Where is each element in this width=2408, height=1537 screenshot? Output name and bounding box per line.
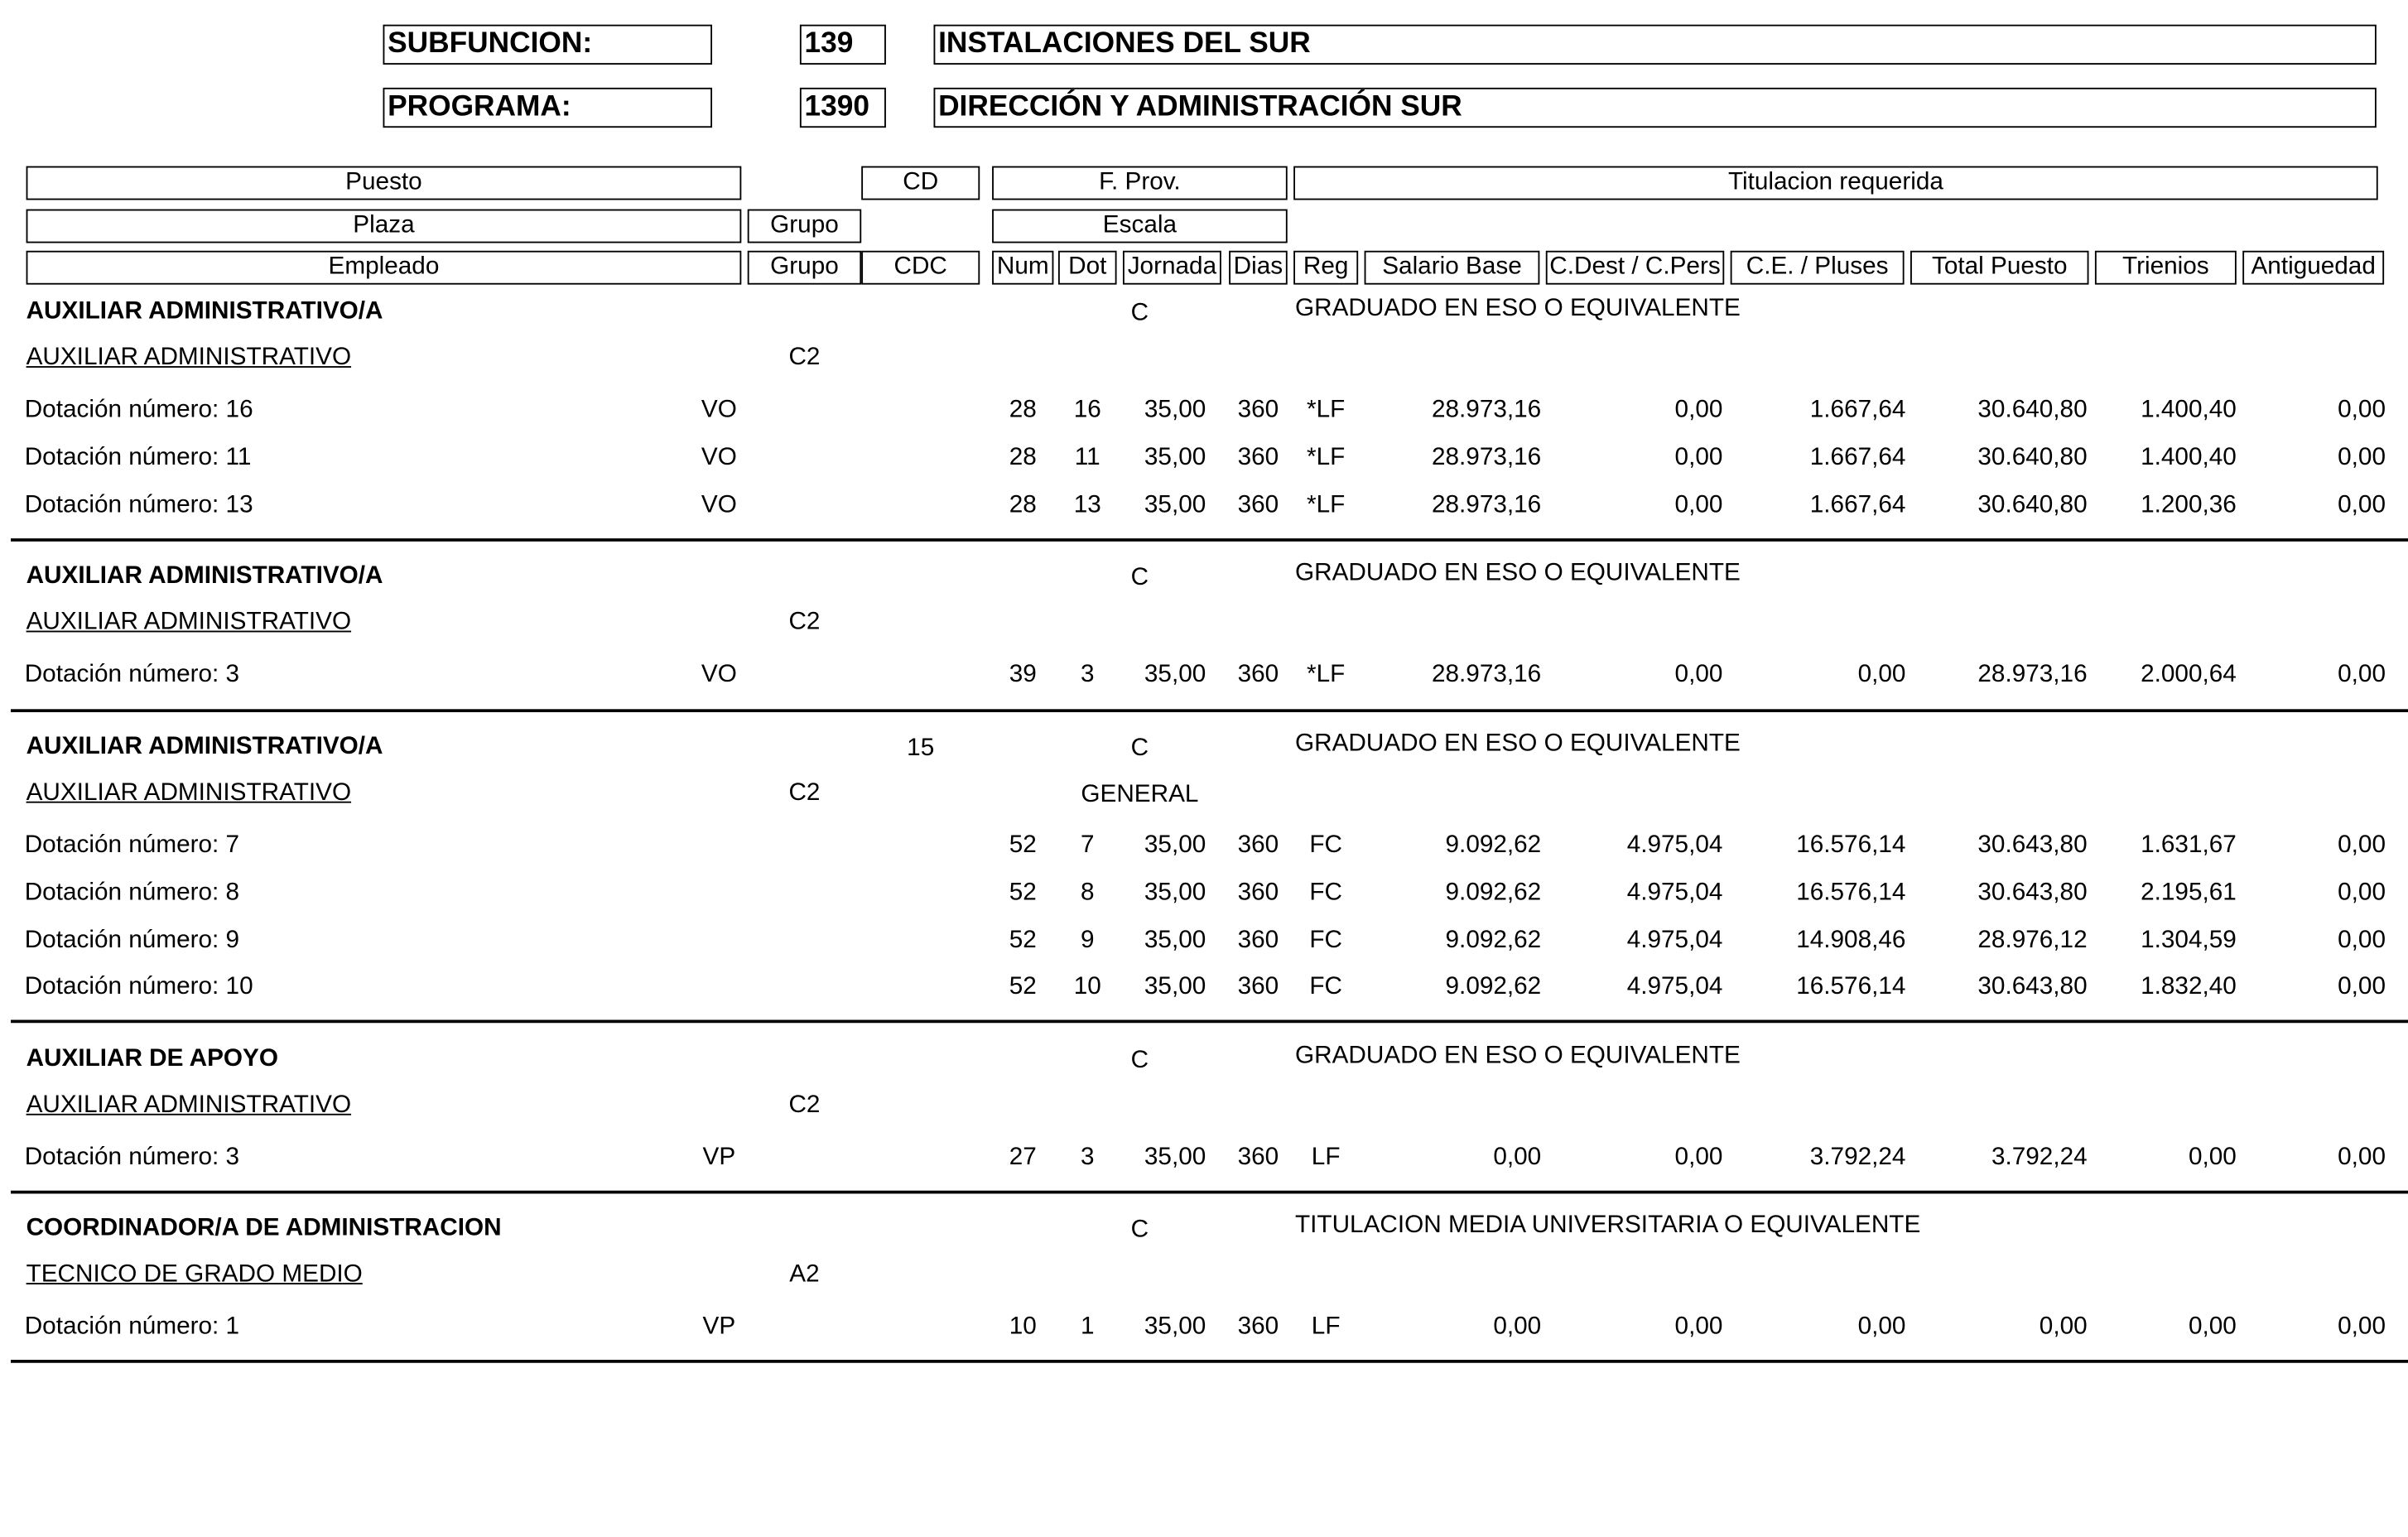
col-salario-base: Salario Base <box>1365 251 1540 285</box>
col-jornada: Jornada <box>1123 251 1221 285</box>
dotacion-dias: 360 <box>1237 831 1279 859</box>
dotacion-tipo: VO <box>701 444 737 471</box>
dotacion-num: 28 <box>1009 397 1037 423</box>
dotacion-cdest: 0,00 <box>1674 1313 1723 1340</box>
dotacion-dot: 10 <box>1073 973 1101 1000</box>
dotacion-reg: FC <box>1309 928 1342 954</box>
section-divider <box>11 1020 2408 1024</box>
dotacion-ce: 16.576,14 <box>1796 831 1906 859</box>
dotacion-antiguedad: 0,00 <box>2338 397 2386 423</box>
dotacion-jornada: 35,00 <box>1144 1313 1206 1340</box>
dotacion-ce: 0,00 <box>1857 1313 1906 1340</box>
dotacion-antiguedad: 0,00 <box>2338 879 2386 907</box>
col-grupo-plaza: Grupo <box>748 210 861 243</box>
dotacion-trienios: 2.195,61 <box>2141 879 2237 907</box>
col-titulacion: Titulacion requerida <box>1293 166 2378 200</box>
dotacion-antiguedad: 0,00 <box>2338 444 2386 471</box>
dotacion-total: 30.643,80 <box>1977 973 2088 1000</box>
dotacion-salario: 28.973,16 <box>1431 492 1542 518</box>
dotacion-trienios: 0,00 <box>2188 1144 2237 1171</box>
plaza-name: AUXILIAR ADMINISTRATIVO <box>26 779 352 807</box>
dotacion-reg: *LF <box>1307 492 1346 518</box>
dotacion-antiguedad: 0,00 <box>2338 661 2386 688</box>
dotacion-dias: 360 <box>1237 492 1279 518</box>
col-grupo: Grupo <box>748 251 861 285</box>
dotacion-salario: 28.973,16 <box>1431 661 1542 688</box>
dotacion-num: 39 <box>1009 661 1037 688</box>
dotacion-dot: 1 <box>1080 1313 1095 1340</box>
col-ce-pluses: C.E. / Pluses <box>1731 251 1905 285</box>
dotacion-dias: 360 <box>1237 444 1279 471</box>
plaza-grupo: C2 <box>788 344 821 371</box>
dotacion-tipo: VO <box>701 492 737 518</box>
dotacion-cdest: 4.975,04 <box>1626 879 1723 907</box>
dotacion-cdest: 4.975,04 <box>1626 973 1723 1000</box>
dotacion-salario: 0,00 <box>1493 1313 1542 1340</box>
dotacion-ce: 1.667,64 <box>1809 492 1906 518</box>
dotacion-total: 28.976,12 <box>1977 928 2088 954</box>
puesto-title: AUXILIAR DE APOYO <box>26 1046 278 1072</box>
dotacion-tipo: VO <box>701 397 737 423</box>
dotacion-reg: *LF <box>1307 444 1346 471</box>
col-cdest: C.Dest / C.Pers <box>1546 251 1724 285</box>
titulacion-requerida: GRADUADO EN ESO O EQUIVALENTE <box>1295 560 1741 586</box>
dotacion-total: 30.640,80 <box>1977 444 2088 471</box>
dotacion-cdest: 0,00 <box>1674 444 1723 471</box>
dotacion-ce: 16.576,14 <box>1796 973 1906 1000</box>
dotacion-dias: 360 <box>1237 973 1279 1000</box>
dotacion-empleado: Dotación número: 10 <box>24 973 253 1000</box>
dotacion-dot: 9 <box>1080 928 1095 954</box>
dotacion-trienios: 2.000,64 <box>2141 661 2237 688</box>
dotacion-jornada: 35,00 <box>1144 444 1206 471</box>
col-dot: Dot <box>1058 251 1117 285</box>
dotacion-salario: 9.092,62 <box>1445 928 1542 954</box>
dotacion-cdest: 4.975,04 <box>1626 928 1723 954</box>
subfuncion-name: INSTALACIONES DEL SUR <box>934 25 2377 65</box>
dotacion-reg: *LF <box>1307 661 1346 688</box>
dotacion-trienios: 0,00 <box>2188 1313 2237 1340</box>
dotacion-antiguedad: 0,00 <box>2338 831 2386 859</box>
plaza-grupo: C2 <box>788 779 821 807</box>
dotacion-antiguedad: 0,00 <box>2338 492 2386 518</box>
subfuncion-label: SUBFUNCION: <box>383 25 713 65</box>
subfuncion-code: 139 <box>800 25 886 65</box>
dotacion-tipo: VP <box>702 1313 736 1340</box>
dotacion-total: 30.640,80 <box>1977 492 2088 518</box>
dotacion-reg: FC <box>1309 973 1342 1000</box>
dotacion-reg: *LF <box>1307 397 1346 423</box>
dotacion-dias: 360 <box>1237 879 1279 907</box>
dotacion-total: 28.973,16 <box>1977 661 2088 688</box>
dotacion-empleado: Dotación número: 16 <box>24 397 253 423</box>
puesto-cd: 15 <box>907 735 935 762</box>
dotacion-dot: 13 <box>1073 492 1101 518</box>
dotacion-num: 52 <box>1009 831 1037 859</box>
col-antiguedad: Antiguedad <box>2242 251 2384 285</box>
col-num: Num <box>992 251 1053 285</box>
col-plaza: Plaza <box>26 210 742 243</box>
dotacion-reg: FC <box>1309 879 1342 907</box>
dotacion-cdest: 0,00 <box>1674 1144 1723 1171</box>
dotacion-empleado: Dotación número: 9 <box>24 928 240 954</box>
dotacion-empleado: Dotación número: 8 <box>24 879 240 907</box>
dotacion-ce: 0,00 <box>1857 661 1906 688</box>
dotacion-dot: 3 <box>1080 1144 1095 1171</box>
titulacion-requerida: GRADUADO EN ESO O EQUIVALENTE <box>1295 730 1741 757</box>
dotacion-trienios: 1.400,40 <box>2141 397 2237 423</box>
dotacion-empleado: Dotación número: 3 <box>24 1144 240 1171</box>
section-divider <box>11 538 2408 542</box>
dotacion-dias: 360 <box>1237 1313 1279 1340</box>
dotacion-trienios: 1.631,67 <box>2141 831 2237 859</box>
dotacion-salario: 28.973,16 <box>1431 444 1542 471</box>
dotacion-cdest: 4.975,04 <box>1626 831 1723 859</box>
col-reg: Reg <box>1293 251 1358 285</box>
dotacion-antiguedad: 0,00 <box>2338 1144 2386 1171</box>
col-empleado: Empleado <box>26 251 742 285</box>
dotacion-empleado: Dotación número: 3 <box>24 661 240 688</box>
dotacion-num: 28 <box>1009 444 1037 471</box>
dotacion-antiguedad: 0,00 <box>2338 1313 2386 1340</box>
puesto-title: AUXILIAR ADMINISTRATIVO/A <box>26 562 383 590</box>
programa-label: PROGRAMA: <box>383 88 713 128</box>
col-cd: CD <box>861 166 980 200</box>
puesto-fprov: C <box>1130 1047 1149 1074</box>
dotacion-ce: 1.667,64 <box>1809 397 1906 423</box>
dotacion-jornada: 35,00 <box>1144 397 1206 423</box>
section-divider <box>11 1360 2408 1363</box>
dotacion-reg: FC <box>1309 831 1342 859</box>
puesto-fprov: C <box>1130 300 1149 326</box>
dotacion-cdest: 0,00 <box>1674 661 1723 688</box>
dotacion-total: 30.643,80 <box>1977 879 2088 907</box>
puesto-title: AUXILIAR ADMINISTRATIVO/A <box>26 734 383 760</box>
dotacion-salario: 0,00 <box>1493 1144 1542 1171</box>
col-trienios: Trienios <box>2095 251 2237 285</box>
dotacion-trienios: 1.304,59 <box>2141 928 2237 954</box>
plaza-name: TECNICO DE GRADO MEDIO <box>26 1261 363 1288</box>
plaza-grupo: A2 <box>789 1261 820 1288</box>
plaza-name: AUXILIAR ADMINISTRATIVO <box>26 609 352 636</box>
dotacion-num: 27 <box>1009 1144 1037 1171</box>
puesto-fprov: C <box>1130 735 1149 762</box>
dotacion-empleado: Dotación número: 7 <box>24 831 240 859</box>
dotacion-num: 52 <box>1009 879 1037 907</box>
dotacion-salario: 9.092,62 <box>1445 973 1542 1000</box>
dotacion-tipo: VO <box>701 661 737 688</box>
puesto-title: COORDINADOR/A DE ADMINISTRACION <box>26 1215 502 1242</box>
dotacion-jornada: 35,00 <box>1144 973 1206 1000</box>
programa-name: DIRECCIÓN Y ADMINISTRACIÓN SUR <box>934 88 2377 128</box>
dotacion-dot: 11 <box>1074 444 1100 471</box>
programa-code: 1390 <box>800 88 886 128</box>
col-total-puesto: Total Puesto <box>1910 251 2088 285</box>
section-divider <box>11 1191 2408 1194</box>
col-puesto: Puesto <box>26 166 742 200</box>
col-cdc: CDC <box>861 251 980 285</box>
dotacion-jornada: 35,00 <box>1144 831 1206 859</box>
section-divider <box>11 709 2408 712</box>
dotacion-ce: 16.576,14 <box>1796 879 1906 907</box>
dotacion-jornada: 35,00 <box>1144 928 1206 954</box>
titulacion-requerida: GRADUADO EN ESO O EQUIVALENTE <box>1295 295 1741 322</box>
dotacion-jornada: 35,00 <box>1144 879 1206 907</box>
plaza-name: AUXILIAR ADMINISTRATIVO <box>26 1091 352 1119</box>
dotacion-dias: 360 <box>1237 1144 1279 1171</box>
dotacion-antiguedad: 0,00 <box>2338 973 2386 1000</box>
dotacion-total: 30.640,80 <box>1977 397 2088 423</box>
dotacion-ce: 3.792,24 <box>1809 1144 1906 1171</box>
dotacion-dias: 360 <box>1237 928 1279 954</box>
titulacion-requerida: TITULACION MEDIA UNIVERSITARIA O EQUIVALENTE <box>1295 1212 1921 1239</box>
dotacion-antiguedad: 0,00 <box>2338 928 2386 954</box>
dotacion-cdest: 0,00 <box>1674 397 1723 423</box>
plaza-name: AUXILIAR ADMINISTRATIVO <box>26 344 352 371</box>
dotacion-num: 52 <box>1009 928 1037 954</box>
dotacion-ce: 14.908,46 <box>1796 928 1906 954</box>
dotacion-empleado: Dotación número: 13 <box>24 492 253 518</box>
dotacion-reg: LF <box>1311 1313 1341 1340</box>
puesto-fprov: C <box>1130 1217 1149 1243</box>
dotacion-dot: 3 <box>1080 661 1095 688</box>
dotacion-trienios: 1.200,36 <box>2141 492 2237 518</box>
dotacion-jornada: 35,00 <box>1144 661 1206 688</box>
puesto-title: AUXILIAR ADMINISTRATIVO/A <box>26 298 383 325</box>
titulacion-requerida: GRADUADO EN ESO O EQUIVALENTE <box>1295 1043 1741 1069</box>
dotacion-dias: 360 <box>1237 397 1279 423</box>
dotacion-empleado: Dotación número: 11 <box>24 444 252 471</box>
plaza-grupo: C2 <box>788 1091 821 1119</box>
dotacion-total: 0,00 <box>2039 1313 2088 1340</box>
col-escala: Escala <box>992 210 1288 243</box>
dotacion-tipo: VP <box>702 1144 736 1171</box>
plaza-grupo: C2 <box>788 609 821 636</box>
dotacion-salario: 9.092,62 <box>1445 879 1542 907</box>
dotacion-dot: 16 <box>1073 397 1101 423</box>
dotacion-jornada: 35,00 <box>1144 492 1206 518</box>
dotacion-jornada: 35,00 <box>1144 1144 1206 1171</box>
dotacion-salario: 28.973,16 <box>1431 397 1542 423</box>
dotacion-ce: 1.667,64 <box>1809 444 1906 471</box>
dotacion-dias: 360 <box>1237 661 1279 688</box>
dotacion-total: 30.643,80 <box>1977 831 2088 859</box>
col-fprov: F. Prov. <box>992 166 1288 200</box>
dotacion-num: 28 <box>1009 492 1037 518</box>
plaza-escala: GENERAL <box>1081 781 1199 808</box>
dotacion-num: 52 <box>1009 973 1037 1000</box>
dotacion-total: 3.792,24 <box>1991 1144 2088 1171</box>
dotacion-dot: 8 <box>1080 879 1095 907</box>
puesto-fprov: C <box>1130 564 1149 591</box>
dotacion-dot: 7 <box>1080 831 1095 859</box>
dotacion-trienios: 1.832,40 <box>2141 973 2237 1000</box>
col-dias: Dias <box>1229 251 1288 285</box>
dotacion-num: 10 <box>1009 1313 1037 1340</box>
dotacion-empleado: Dotación número: 1 <box>24 1313 240 1340</box>
dotacion-trienios: 1.400,40 <box>2141 444 2237 471</box>
dotacion-salario: 9.092,62 <box>1445 831 1542 859</box>
dotacion-cdest: 0,00 <box>1674 492 1723 518</box>
dotacion-reg: LF <box>1311 1144 1341 1171</box>
